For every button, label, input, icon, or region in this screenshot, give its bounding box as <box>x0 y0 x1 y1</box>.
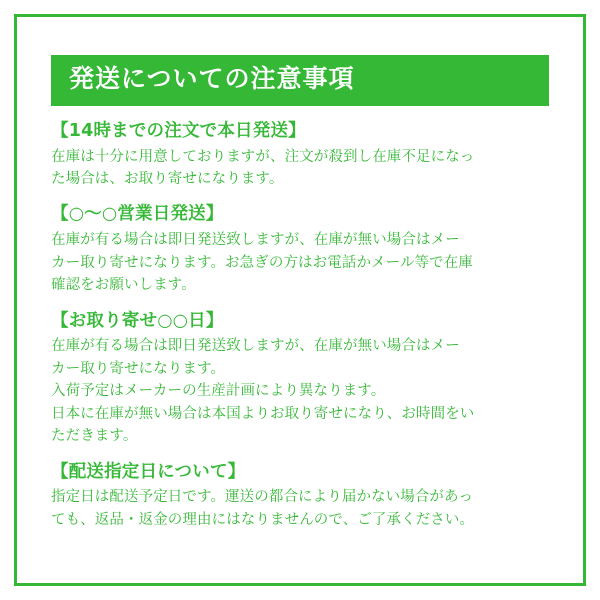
section-line: 入荷予定はメーカーの生産計画により異なります。 <box>51 383 386 400</box>
notice-section <box>51 120 549 191</box>
section-line: ただきます。 <box>51 428 138 445</box>
section-line: 在庫が有る場合は即日発送致しますが、在庫が無い場合はメー <box>51 232 460 249</box>
section-line: 在庫は十分に用意しておりますが、注文が殺到し在庫不足になっ <box>51 148 475 165</box>
notice-content <box>17 17 583 583</box>
notice-border <box>14 14 586 586</box>
section-body <box>51 229 549 296</box>
section-line: た場合は、お取り寄せになります。 <box>51 170 284 187</box>
section-line: 在庫が有る場合は即日発送致しますが、在庫が無い場合はメー <box>51 338 460 355</box>
notice-section <box>51 203 549 296</box>
section-body <box>51 146 549 191</box>
section-line: ても、返品・返金の理由にはなりませんので、ご了承ください。 <box>51 511 475 528</box>
section-line: カー取り寄せになります。 <box>51 360 226 377</box>
section-line: カー取り寄せになります。お急ぎの方はお電話かメール等で在庫 <box>51 254 473 271</box>
section-body <box>51 486 549 531</box>
notice-section <box>51 310 549 448</box>
section-line: 日本に在庫が無い場合は本国よりお取り寄せになり、お時間をい <box>51 405 475 422</box>
section-heading: 【14時までの注文で本日発送】 <box>51 120 306 141</box>
section-line: 指定日は配送予定日です。運送の都合により届かない場合があっ <box>51 489 474 506</box>
section-body <box>51 335 549 447</box>
section-heading: 【お取り寄せ○○日】 <box>51 310 224 331</box>
section-line: 確認をお願いします。 <box>51 277 196 294</box>
notice-sections <box>51 106 549 532</box>
notice-section <box>51 461 549 532</box>
page-title: 発送についての注意事項 <box>51 55 549 106</box>
section-heading: 【○〜○営業日発送】 <box>51 204 224 225</box>
section-heading: 【配送指定日について】 <box>51 461 246 482</box>
